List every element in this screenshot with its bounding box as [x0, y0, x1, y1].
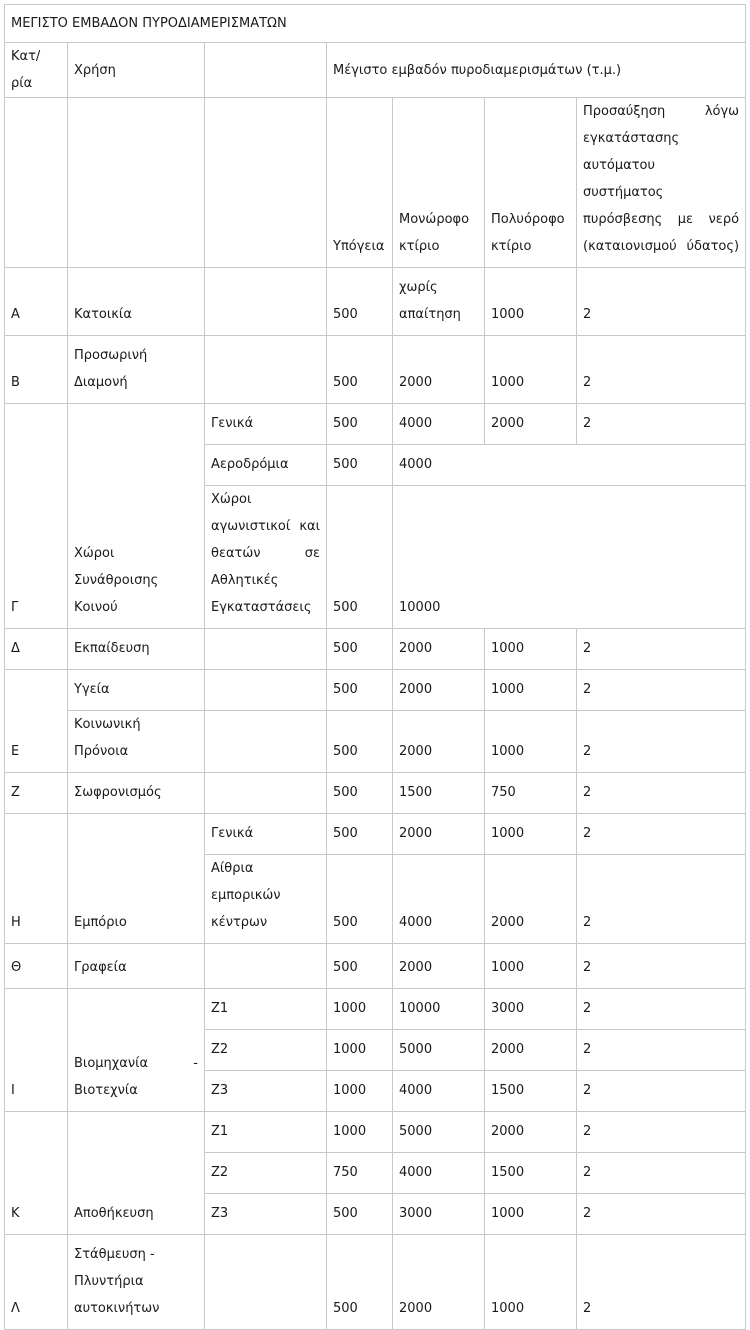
- increase-cell: 2: [577, 711, 746, 773]
- header-single-storey: Μονώροφο κτίριο: [393, 98, 485, 268]
- increase-cell: 2: [577, 670, 746, 711]
- use-cell: Χώροι Συνάθροισης Κοινού: [68, 404, 205, 629]
- single-storey-cell: 5000: [393, 1030, 485, 1071]
- multi-storey-cell: 2000: [485, 404, 577, 445]
- basement-cell: 1000: [327, 1071, 393, 1112]
- multi-storey-cell: 750: [485, 773, 577, 814]
- basement-cell: 500: [327, 773, 393, 814]
- category-cell: Θ: [5, 944, 68, 989]
- use-cell: Κατοικία: [68, 268, 205, 336]
- single-storey-cell: χωρίς απαίτηση: [393, 268, 485, 336]
- subuse-cell: Ζ2: [205, 1153, 327, 1194]
- table-row: [5, 814, 746, 855]
- use-cell: Εμπόριο: [68, 814, 205, 944]
- header-sprinkler-increase: Προσαύξηση λόγω εγκατάστασης αυτόματου συστήματος πυρόσβεσης με νερό (καταιονισμού ύδατος): [577, 98, 746, 268]
- multi-storey-cell: 1000: [485, 1235, 577, 1330]
- table-row: [5, 629, 746, 670]
- header-empty-cell: [205, 98, 327, 268]
- single-storey-cell: 1500: [393, 773, 485, 814]
- use-cell: Κοινωνική Πρόνοια: [68, 711, 205, 773]
- basement-cell: 500: [327, 855, 393, 944]
- single-storey-cell: 2000: [393, 670, 485, 711]
- increase-cell: 2: [577, 1194, 746, 1235]
- increase-cell: 2: [577, 336, 746, 404]
- subuse-cell: [205, 711, 327, 773]
- multi-storey-cell: 1000: [485, 814, 577, 855]
- increase-cell: 2: [577, 629, 746, 670]
- single-storey-cell: 4000: [393, 445, 746, 486]
- table-row: [5, 1235, 746, 1330]
- category-cell: Α: [5, 268, 68, 336]
- header-basement: Υπόγεια: [327, 98, 393, 268]
- single-storey-cell: 4000: [393, 404, 485, 445]
- subuse-cell: [205, 944, 327, 989]
- subuse-cell: Ζ1: [205, 1112, 327, 1153]
- table-row: [5, 670, 746, 711]
- category-cell: Κ: [5, 1112, 68, 1235]
- single-storey-cell: 10000: [393, 989, 485, 1030]
- category-cell: Λ: [5, 1235, 68, 1330]
- increase-cell: 2: [577, 814, 746, 855]
- multi-storey-cell: 1000: [485, 629, 577, 670]
- header-blank: [205, 43, 327, 98]
- use-cell: Βιομηχανία - Βιοτεχνία: [68, 989, 205, 1112]
- category-cell: Ι: [5, 989, 68, 1112]
- category-cell: Ζ: [5, 773, 68, 814]
- basement-cell: 500: [327, 814, 393, 855]
- basement-cell: 500: [327, 1194, 393, 1235]
- single-storey-cell: 4000: [393, 1071, 485, 1112]
- increase-cell: 2: [577, 1112, 746, 1153]
- single-storey-cell: 5000: [393, 1112, 485, 1153]
- single-storey-cell: 2000: [393, 336, 485, 404]
- subuse-cell: [205, 336, 327, 404]
- table-row: [5, 268, 746, 336]
- use-cell: Σωφρονισμός: [68, 773, 205, 814]
- basement-cell: 1000: [327, 1030, 393, 1071]
- table-row: [5, 1112, 746, 1153]
- basement-cell: 500: [327, 629, 393, 670]
- header-category: Κατ/ρία: [5, 43, 68, 98]
- category-cell: Η: [5, 814, 68, 944]
- single-storey-cell: 2000: [393, 711, 485, 773]
- basement-cell: 500: [327, 670, 393, 711]
- subuse-cell: [205, 268, 327, 336]
- subuse-cell: Αίθρια εμπορικών κέντρων: [205, 855, 327, 944]
- subuse-cell: [205, 629, 327, 670]
- subuse-cell: [205, 670, 327, 711]
- single-storey-cell: 2000: [393, 944, 485, 989]
- basement-cell: 1000: [327, 1112, 393, 1153]
- single-storey-cell: 2000: [393, 1235, 485, 1330]
- table-row: [5, 404, 746, 445]
- subuse-cell: [205, 1235, 327, 1330]
- subuse-cell: Γενικά: [205, 404, 327, 445]
- subuse-cell: [205, 773, 327, 814]
- increase-cell: 2: [577, 773, 746, 814]
- category-cell: Γ: [5, 404, 68, 629]
- basement-cell: 500: [327, 268, 393, 336]
- single-storey-cell: 2000: [393, 629, 485, 670]
- subuse-cell: Ζ3: [205, 1071, 327, 1112]
- fire-compartment-table: [4, 4, 746, 1330]
- multi-storey-cell: 1500: [485, 1153, 577, 1194]
- single-storey-cell: 4000: [393, 1153, 485, 1194]
- use-cell: Υγεία: [68, 670, 205, 711]
- basement-cell: 1000: [327, 989, 393, 1030]
- single-storey-cell: 2000: [393, 814, 485, 855]
- multi-storey-cell: 2000: [485, 855, 577, 944]
- basement-cell: 500: [327, 486, 393, 629]
- use-cell: Αποθήκευση: [68, 1112, 205, 1235]
- header-max-area: Μέγιστο εμβαδόν πυροδιαμερισμάτων (τ.μ.): [327, 43, 746, 98]
- multi-storey-cell: 2000: [485, 1112, 577, 1153]
- multi-storey-cell: 3000: [485, 989, 577, 1030]
- header-empty-cell: [5, 98, 68, 268]
- basement-cell: 500: [327, 1235, 393, 1330]
- use-cell: Προσωρινή Διαμονή: [68, 336, 205, 404]
- increase-cell: 2: [577, 1071, 746, 1112]
- multi-storey-cell: 1000: [485, 336, 577, 404]
- subuse-cell: Γενικά: [205, 814, 327, 855]
- increase-cell: 2: [577, 1235, 746, 1330]
- increase-cell: 2: [577, 268, 746, 336]
- basement-cell: 750: [327, 1153, 393, 1194]
- category-cell: Ε: [5, 670, 68, 773]
- multi-storey-cell: 1000: [485, 670, 577, 711]
- subuse-cell: Ζ3: [205, 1194, 327, 1235]
- increase-cell: 2: [577, 1153, 746, 1194]
- table-row: [5, 711, 746, 773]
- header-empty-cell: [68, 98, 205, 268]
- basement-cell: 500: [327, 336, 393, 404]
- basement-cell: 500: [327, 711, 393, 773]
- basement-cell: 500: [327, 404, 393, 445]
- multi-storey-cell: 1000: [485, 944, 577, 989]
- multi-storey-cell: 1000: [485, 268, 577, 336]
- multi-storey-cell: 2000: [485, 1030, 577, 1071]
- table-title: ΜΕΓΙΣΤΟ ΕΜΒΑΔΟΝ ΠΥΡΟΔΙΑΜΕΡΙΣΜΑΤΩΝ: [5, 5, 746, 43]
- basement-cell: 500: [327, 944, 393, 989]
- category-cell: Β: [5, 336, 68, 404]
- table-row: [5, 773, 746, 814]
- subuse-cell: Χώροι αγωνιστικοί και θεατών σε Αθλητικές Εγκαταστάσεις: [205, 486, 327, 629]
- single-storey-cell: 4000: [393, 855, 485, 944]
- multi-storey-cell: 1500: [485, 1071, 577, 1112]
- single-storey-cell: 3000: [393, 1194, 485, 1235]
- use-cell: Στάθμευση - Πλυντήρια αυτοκινήτων: [68, 1235, 205, 1330]
- use-cell: Γραφεία: [68, 944, 205, 989]
- single-storey-cell: 10000: [393, 486, 746, 629]
- increase-cell: 2: [577, 989, 746, 1030]
- increase-cell: 2: [577, 944, 746, 989]
- subuse-cell: Ζ1: [205, 989, 327, 1030]
- subuse-cell: Αεροδρόμια: [205, 445, 327, 486]
- increase-cell: 2: [577, 404, 746, 445]
- multi-storey-cell: 1000: [485, 1194, 577, 1235]
- header-multi-storey: Πολυόροφο κτίριο: [485, 98, 577, 268]
- header-use: Χρήση: [68, 43, 205, 98]
- category-cell: Δ: [5, 629, 68, 670]
- increase-cell: 2: [577, 855, 746, 944]
- use-cell: Εκπαίδευση: [68, 629, 205, 670]
- multi-storey-cell: 1000: [485, 711, 577, 773]
- table-row: [5, 944, 746, 989]
- table-row: [5, 989, 746, 1030]
- subuse-cell: Ζ2: [205, 1030, 327, 1071]
- increase-cell: 2: [577, 1030, 746, 1071]
- basement-cell: 500: [327, 445, 393, 486]
- table-row: [5, 336, 746, 404]
